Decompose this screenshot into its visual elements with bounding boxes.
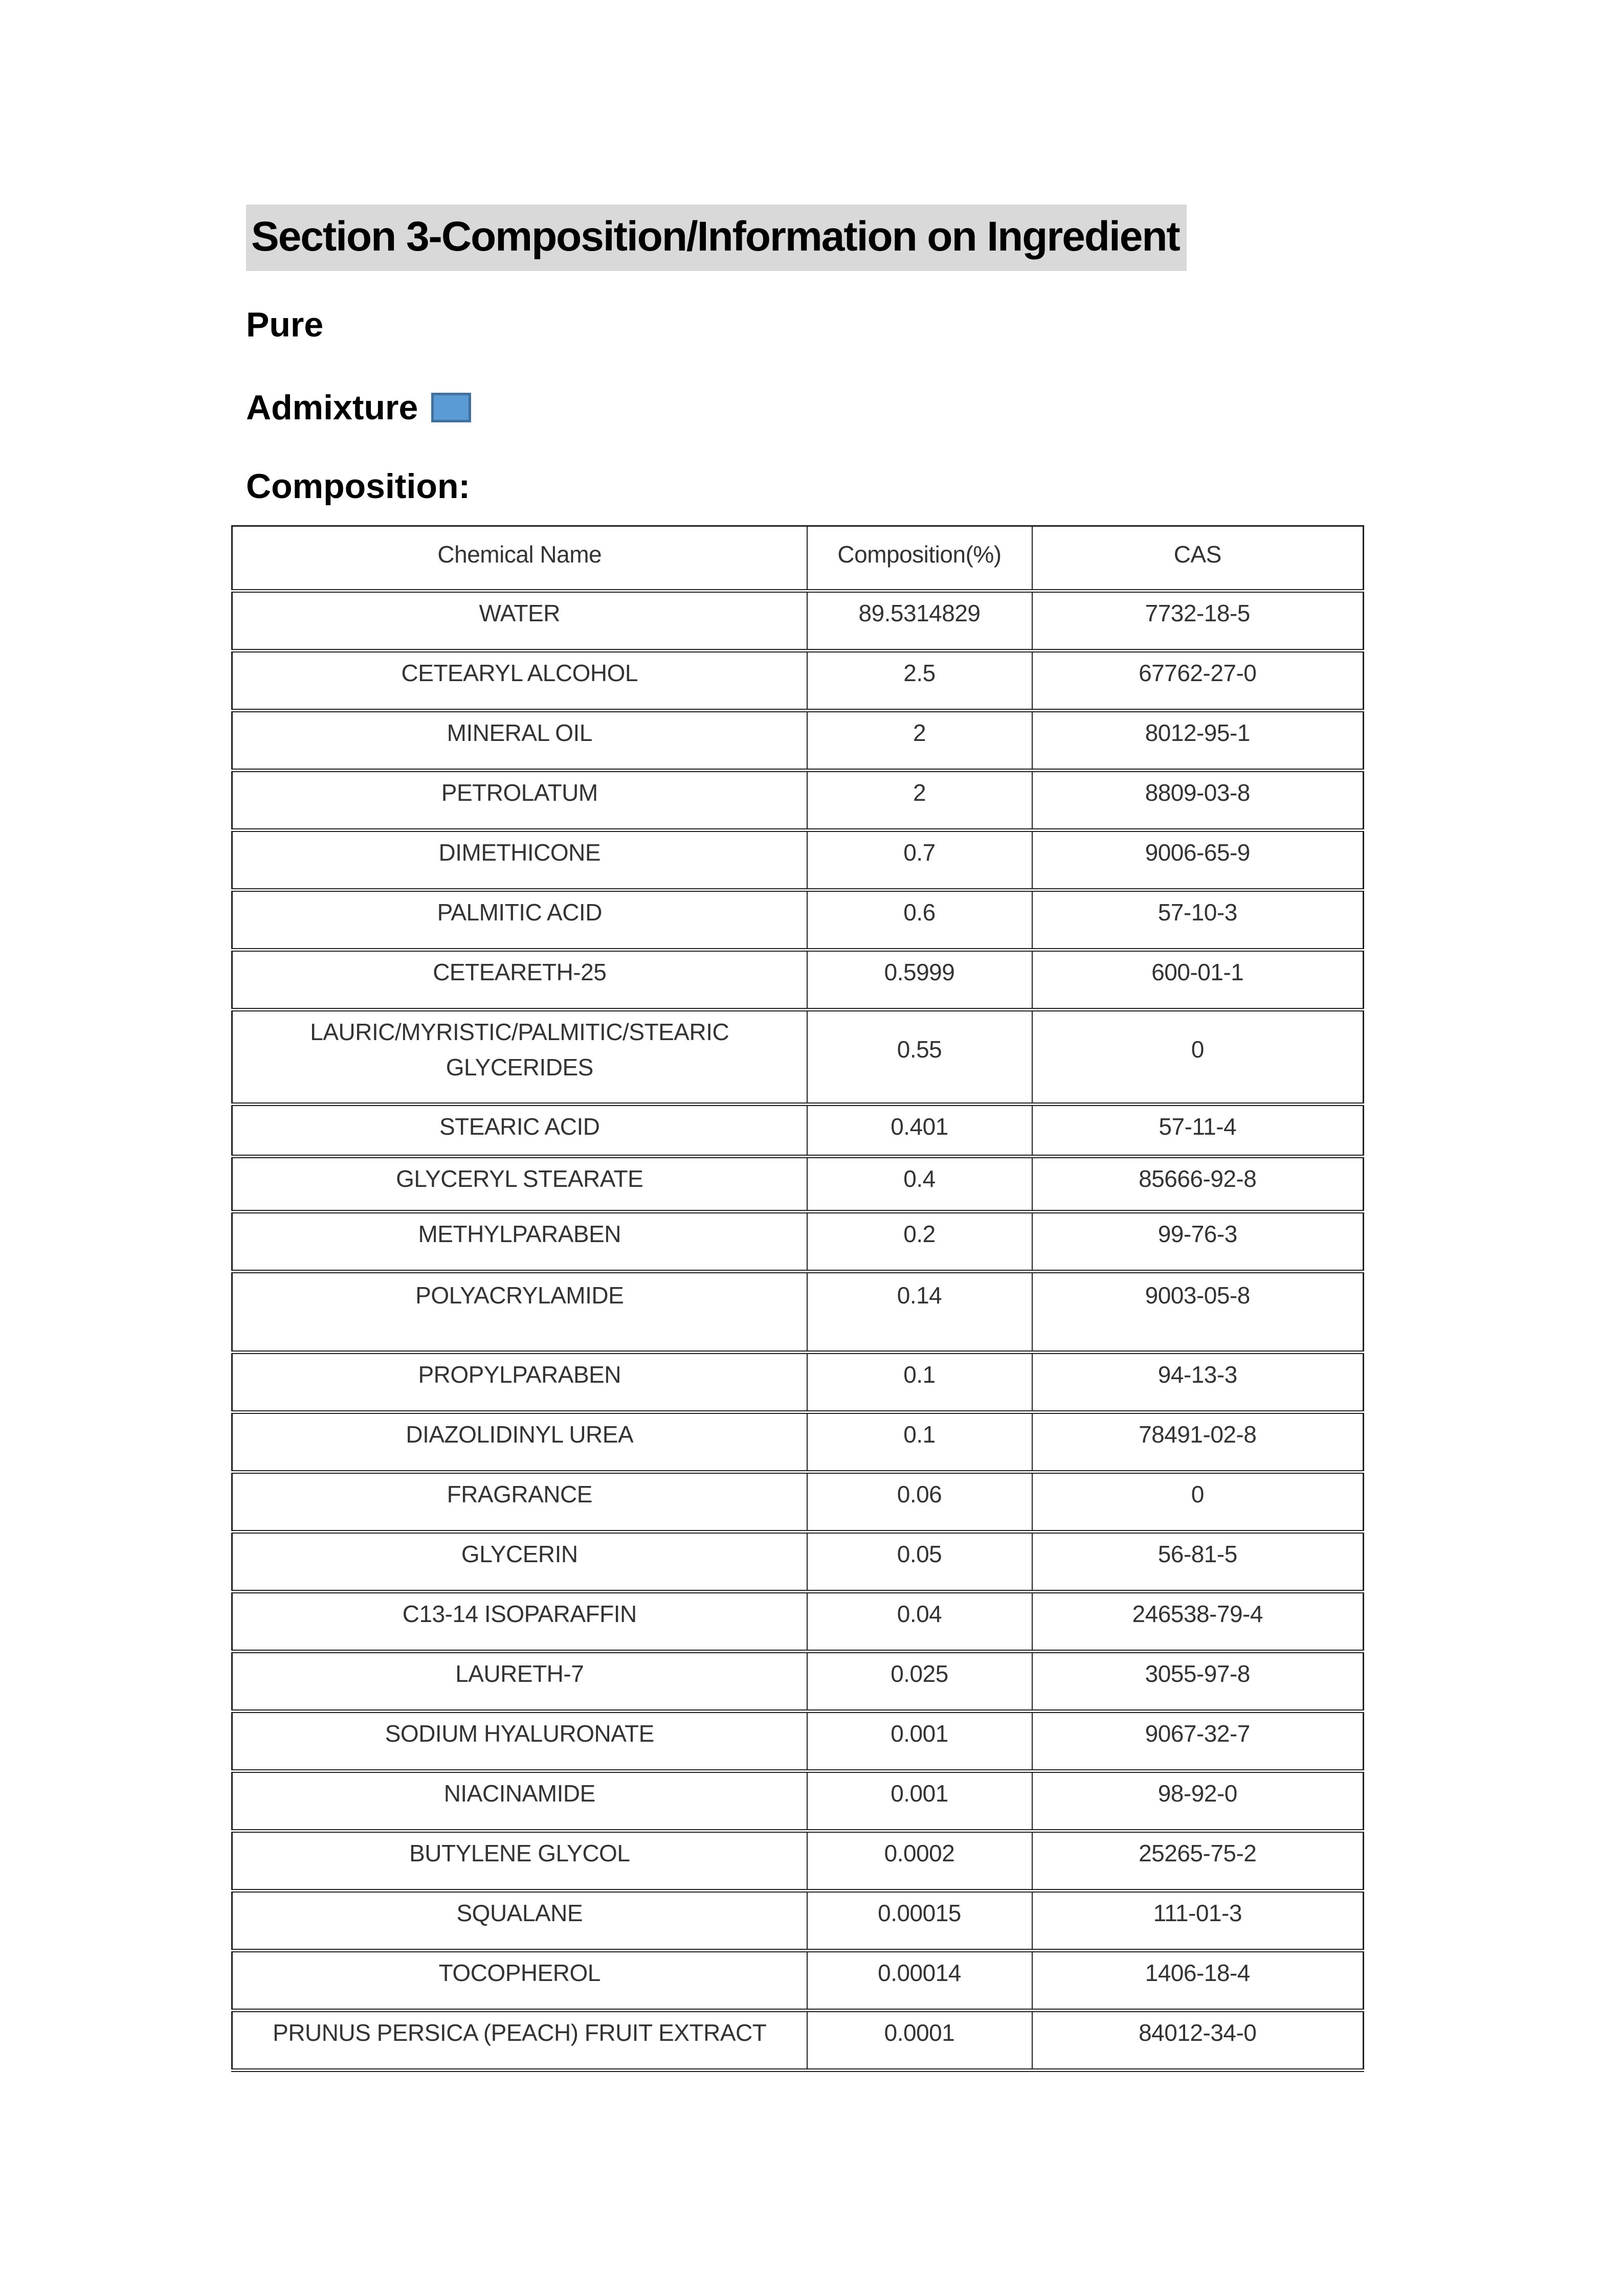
cell-cas-number: 94-13-3 <box>1032 1352 1364 1412</box>
cell-chemical-name: PETROLATUM <box>232 770 807 830</box>
cell-composition-percent: 0.05 <box>807 1532 1032 1591</box>
cell-chemical-name: DIAZOLIDINYL UREA <box>232 1412 807 1472</box>
cell-cas-number: 8012-95-1 <box>1032 710 1364 770</box>
table-row <box>232 770 1364 830</box>
table-row <box>232 1831 1364 1890</box>
cell-cas-number: 0 <box>1032 1472 1364 1532</box>
table-row <box>232 1651 1364 1711</box>
cell-cas-number: 7732-18-5 <box>1032 591 1364 650</box>
cell-chemical-name: C13-14 ISOPARAFFIN <box>232 1591 807 1651</box>
cell-composition-percent: 0.5999 <box>807 950 1032 1009</box>
pure-label: Pure <box>246 305 324 344</box>
cell-cas-number: 3055-97-8 <box>1032 1651 1364 1711</box>
table-row <box>232 710 1364 770</box>
table-row <box>232 890 1364 950</box>
composition-table-body <box>232 591 1364 2070</box>
cell-composition-percent: 0.2 <box>807 1211 1032 1271</box>
cell-composition-percent: 2 <box>807 710 1032 770</box>
col-header-chemical-name: Chemical Name <box>232 526 807 591</box>
cell-chemical-name: LAURIC/MYRISTIC/PALMITIC/STEARIC GLYCERIDES <box>232 1009 807 1104</box>
cell-chemical-name: SQUALANE <box>232 1890 807 1950</box>
cell-cas-number: 8809-03-8 <box>1032 770 1364 830</box>
cell-chemical-name: CETEARETH-25 <box>232 950 807 1009</box>
cell-chemical-name: CETEARYL ALCOHOL <box>232 650 807 710</box>
cell-composition-percent: 0.14 <box>807 1271 1032 1352</box>
table-row <box>232 1352 1364 1412</box>
cell-composition-percent: 89.5314829 <box>807 591 1032 650</box>
cell-composition-percent: 0.6 <box>807 890 1032 950</box>
cell-cas-number: 67762-27-0 <box>1032 650 1364 710</box>
cell-chemical-name: LAURETH-7 <box>232 1651 807 1711</box>
cell-composition-percent: 0.7 <box>807 830 1032 890</box>
cell-composition-percent: 0.55 <box>807 1009 1032 1104</box>
cell-composition-percent: 0.1 <box>807 1412 1032 1472</box>
table-row <box>232 1711 1364 1771</box>
cell-chemical-name: PROPYLPARABEN <box>232 1352 807 1412</box>
cell-composition-percent: 2.5 <box>807 650 1032 710</box>
table-row <box>232 1009 1364 1104</box>
composition-table <box>231 525 1364 2072</box>
table-row <box>232 1591 1364 1651</box>
cell-composition-percent: 0.001 <box>807 1771 1032 1831</box>
composition-label: Composition: <box>246 467 471 506</box>
col-header-cas: CAS <box>1032 526 1364 591</box>
cell-composition-percent: 0.06 <box>807 1472 1032 1532</box>
cell-composition-percent: 0.04 <box>807 1591 1032 1651</box>
table-row <box>232 950 1364 1009</box>
cell-cas-number: 85666-92-8 <box>1032 1156 1364 1211</box>
table-row <box>232 1412 1364 1472</box>
cell-chemical-name: SODIUM HYALURONATE <box>232 1711 807 1771</box>
cell-cas-number: 1406-18-4 <box>1032 1950 1364 2010</box>
admixture-checkbox[interactable] <box>431 393 471 422</box>
cell-composition-percent: 2 <box>807 770 1032 830</box>
cell-cas-number: 246538-79-4 <box>1032 1591 1364 1651</box>
cell-chemical-name: GLYCERYL STEARATE <box>232 1156 807 1211</box>
cell-composition-percent: 0.401 <box>807 1104 1032 1156</box>
cell-cas-number: 600-01-1 <box>1032 950 1364 1009</box>
cell-composition-percent: 0.025 <box>807 1651 1032 1711</box>
cell-cas-number: 78491-02-8 <box>1032 1412 1364 1472</box>
cell-chemical-name: METHYLPARABEN <box>232 1211 807 1271</box>
pure-row <box>246 305 1624 345</box>
cell-chemical-name: PALMITIC ACID <box>232 890 807 950</box>
cell-cas-number: 84012-34-0 <box>1032 2010 1364 2070</box>
cell-composition-percent: 0.00015 <box>807 1890 1032 1950</box>
table-row <box>232 1271 1364 1352</box>
cell-chemical-name: TOCOPHEROL <box>232 1950 807 2010</box>
table-row <box>232 1156 1364 1211</box>
table-row <box>232 1950 1364 2010</box>
table-row <box>232 1211 1364 1271</box>
composition-row <box>246 466 1624 506</box>
cell-composition-percent: 0.4 <box>807 1156 1032 1211</box>
table-row <box>232 1472 1364 1532</box>
cell-composition-percent: 0.001 <box>807 1711 1032 1771</box>
header-row <box>232 526 1364 591</box>
cell-cas-number: 99-76-3 <box>1032 1211 1364 1271</box>
table-row <box>232 2010 1364 2070</box>
table-row <box>232 591 1364 650</box>
col-header-composition-percent: Composition(%) <box>807 526 1032 591</box>
section-title: Section 3-Composition/Information on Ingredient <box>246 205 1187 271</box>
cell-cas-number: 25265-75-2 <box>1032 1831 1364 1890</box>
composition-table-header <box>232 526 1364 591</box>
cell-chemical-name: MINERAL OIL <box>232 710 807 770</box>
cell-chemical-name: WATER <box>232 591 807 650</box>
cell-chemical-name: PRUNUS PERSICA (PEACH) FRUIT EXTRACT <box>232 2010 807 2070</box>
section-heading <box>246 205 1624 271</box>
cell-composition-percent: 0.00014 <box>807 1950 1032 2010</box>
cell-cas-number: 57-11-4 <box>1032 1104 1364 1156</box>
table-row <box>232 1104 1364 1156</box>
cell-cas-number: 0 <box>1032 1009 1364 1104</box>
table-row <box>232 1890 1364 1950</box>
admixture-label: Admixture <box>246 388 418 427</box>
admixture-row <box>246 388 1624 427</box>
cell-chemical-name: DIMETHICONE <box>232 830 807 890</box>
cell-cas-number: 56-81-5 <box>1032 1532 1364 1591</box>
cell-composition-percent: 0.1 <box>807 1352 1032 1412</box>
table-row <box>232 1532 1364 1591</box>
cell-chemical-name: STEARIC ACID <box>232 1104 807 1156</box>
table-row <box>232 650 1364 710</box>
cell-chemical-name: FRAGRANCE <box>232 1472 807 1532</box>
table-row <box>232 830 1364 890</box>
cell-cas-number: 9067-32-7 <box>1032 1711 1364 1771</box>
cell-cas-number: 98-92-0 <box>1032 1771 1364 1831</box>
cell-cas-number: 9003-05-8 <box>1032 1271 1364 1352</box>
cell-cas-number: 9006-65-9 <box>1032 830 1364 890</box>
cell-chemical-name: BUTYLENE GLYCOL <box>232 1831 807 1890</box>
cell-cas-number: 111-01-3 <box>1032 1890 1364 1950</box>
cell-chemical-name: NIACINAMIDE <box>232 1771 807 1831</box>
cell-composition-percent: 0.0001 <box>807 2010 1032 2070</box>
table-row <box>232 1771 1364 1831</box>
cell-composition-percent: 0.0002 <box>807 1831 1032 1890</box>
cell-chemical-name: GLYCERIN <box>232 1532 807 1591</box>
cell-cas-number: 57-10-3 <box>1032 890 1364 950</box>
cell-chemical-name: POLYACRYLAMIDE <box>232 1271 807 1352</box>
